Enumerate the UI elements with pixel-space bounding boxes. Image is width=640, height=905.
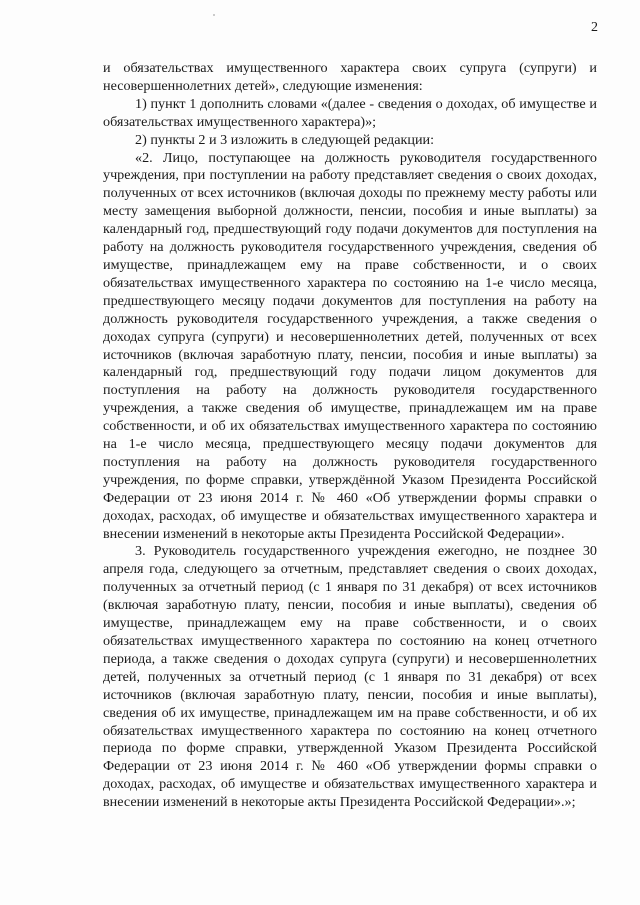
paragraph-clause-2: «2. Лицо, поступающее на должность руководителя государственного учреждения, при поступлении на работу представляет сведения о своих доходах, полученных от всех источников (включая доходы по прежнему месту работы или месту замещения выборной должности, пенсии, пособия и иные выплаты) за календарный год, предшествующий году подачи документов для поступления на работу на должность руководителя государственного учреждения, сведения об имуществе, принадлежащем ему на праве собственности, и о своих обязательствах имущественного характера по состоянию на 1-е число месяца, предшествующего месяцу подачи документов для поступления на работу на должность руководителя государственного учреждения, а также сведения о доходах супруга (супруги) и несовершеннолетних детей, полученных от всех источников (включая заработную плату, пенсии, пособия и иные выплаты) за календарный год, предшествующий году подачи лицом документов для поступления на работу на должность руководителя государственного учреждения, а также сведения об имуществе, принадлежащем им на праве собственности, и об их обязательствах имущественного характера по состоянию на 1-е число месяца, предшествующего месяцу подачи документов для поступления на работу на должность руководителя государственного учреждения, по форме справки, утверждённой Указом Президента Российской Федерации от 23 июня 2014 г. № 460 «Об утверждении формы справки о доходах, расходах, об имуществе и обязательствах имущественного характера и внесении изменений в некоторые акты Президента Российской Федерации». bbox=[103, 149, 597, 542]
paragraph-continuation: и обязательствах имущественного характера своих супруга (супруги) и несовершеннолетних детей», следующие изменения: bbox=[103, 60, 597, 94]
body-text bbox=[103, 60, 597, 812]
paragraph-clause-3: 3. Руководитель государственного учреждения ежегодно, не позднее 30 апреля года, следующего за отчетным, представляет сведения о своих доходах, полученных за отчетный период (с 1 января по 31 декабря) от всех источников (включая заработную плату, пенсии, пособия и иные выплаты), сведения об имуществе, принадлежащем ему на праве собственности, и о своих обязательствах имущественного характера по состоянию на конец отчетного периода, а также сведения о доходах супруга (супруги) и несовершеннолетних детей, полученных за отчетный период (с 1 января по 31 декабря) от всех источников (включая заработную плату, пенсии, пособия и иные выплаты), сведения об их имуществе, принадлежащем им на праве собственности, и об их обязательствах имущественного характера по состоянию на конец отчетного периода по форме справки, утвержденной Указом Президента Российской Федерации от 23 июня 2014 г. № 460 «Об утверждении формы справки о доходах, расходах, об имуществе и обязательствах имущественного характера и внесении изменений в некоторые акты Президента Российской Федерации».»; bbox=[103, 543, 597, 811]
scan-speck bbox=[213, 14, 215, 16]
paragraph-item-1: 1) пункт 1 дополнить словами «(далее - сведения о доходах, об имуществе и обязательствах имущественного характера)»; bbox=[103, 95, 597, 130]
paragraph-item-2: 2) пункты 2 и 3 изложить в следующей редакции: bbox=[135, 131, 435, 148]
page-number: 2 bbox=[591, 20, 598, 35]
